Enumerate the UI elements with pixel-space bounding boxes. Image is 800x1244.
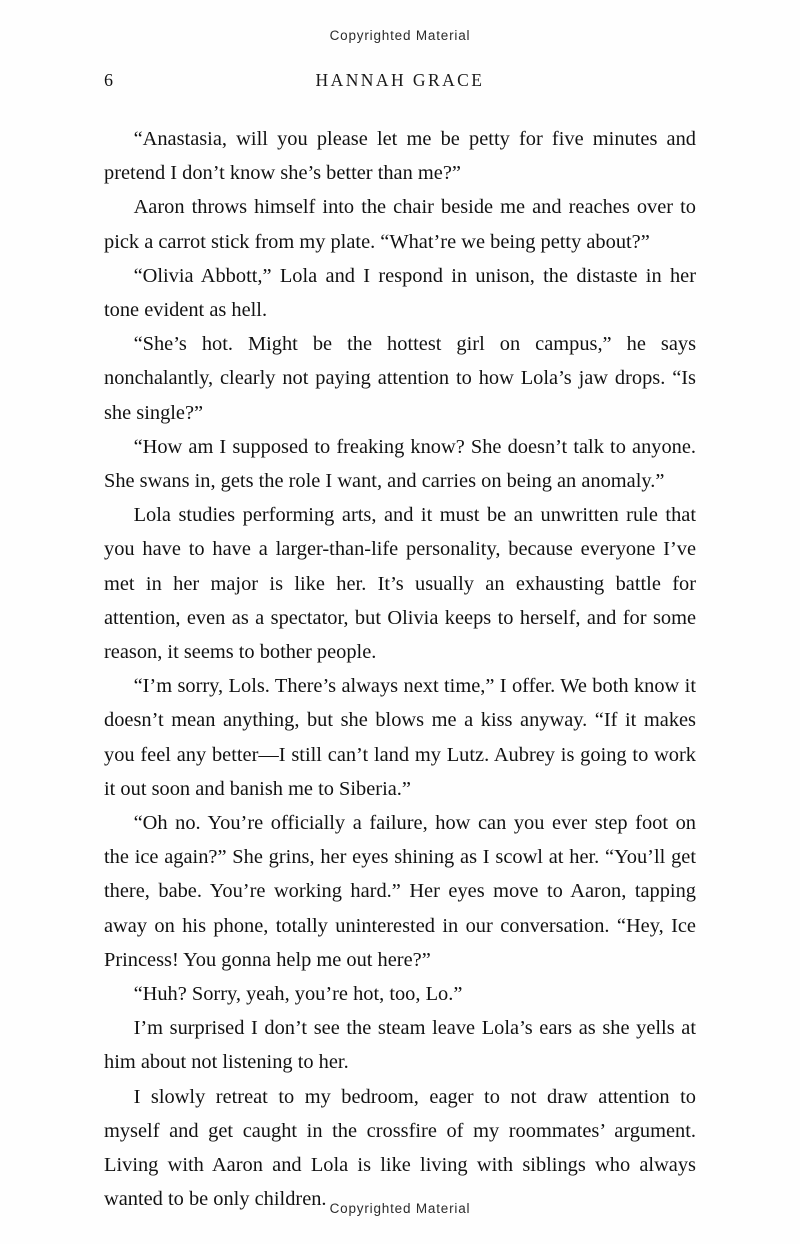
- paragraph: “Anastasia, will you please let me be petty for five minutes and pretend I don’t know she’s better than me?”: [104, 128, 696, 185]
- paragraph: I’m surprised I don’t see the steam leave Lola’s ears as she yells at him about not listening to her.: [104, 1017, 696, 1074]
- running-head: [104, 70, 696, 94]
- body-text: [104, 122, 696, 1217]
- paragraph: I slowly retreat to my bedroom, eager to not draw attention to myself and get caught in the crossfire of my roommates’ argument. Living with Aaron and Lola is like living with siblings who always wanted to be only children.: [104, 1085, 696, 1211]
- paragraph: “Olivia Abbott,” Lola and I respond in unison, the distaste in her tone evident as hell.: [104, 264, 696, 322]
- paragraph: “She’s hot. Might be the hottest girl on campus,” he says nonchalantly, clearly not paying attention to how Lola’s jaw drops. “Is she single?”: [104, 333, 696, 424]
- page-number: 6: [104, 70, 113, 90]
- running-head-author: HANNAH GRACE: [315, 70, 485, 90]
- paragraph: “How am I supposed to freaking know? She doesn’t talk to anyone. She swans in, gets the role I want, and carries on being an anomaly.”: [104, 435, 696, 493]
- copyright-watermark-bottom: Copyrighted Material: [329, 1201, 471, 1216]
- paragraph: “Oh no. You’re officially a failure, how can you ever step foot on the ice again?” She grins, her eyes shining as I scowl at her. “You’ll get there, babe. You’re working hard.” Her eyes move to Aaron, tapping away on his phone, totally uninterested in our conversation. “Hey, Ice Princess! You gonna help me out here?”: [104, 812, 696, 971]
- paragraph: “I’m sorry, Lols. There’s always next time,” I offer. We both know it doesn’t mean anything, but she blows me a kiss anyway. “If it makes you feel any better—I still can’t land my Lutz. Aubrey is going to work it out soon and banish me to Siberia.”: [104, 675, 696, 800]
- paragraph: Lola studies performing arts, and it must be an unwritten rule that you have to have a larger-than-life personality, because everyone I’ve met in her major is like her. It’s usually an exhausting battle for attention, even as a spectator, but Olivia keeps to herself, and for some reason, it seems to bother people.: [104, 504, 696, 664]
- paragraph: “Huh? Sorry, yeah, you’re hot, too, Lo.”: [133, 983, 463, 1006]
- copyright-watermark-top: Copyrighted Material: [329, 28, 471, 43]
- paragraph: Aaron throws himself into the chair beside me and reaches over to pick a carrot stick from my plate. “What’re we being petty about?”: [104, 196, 696, 253]
